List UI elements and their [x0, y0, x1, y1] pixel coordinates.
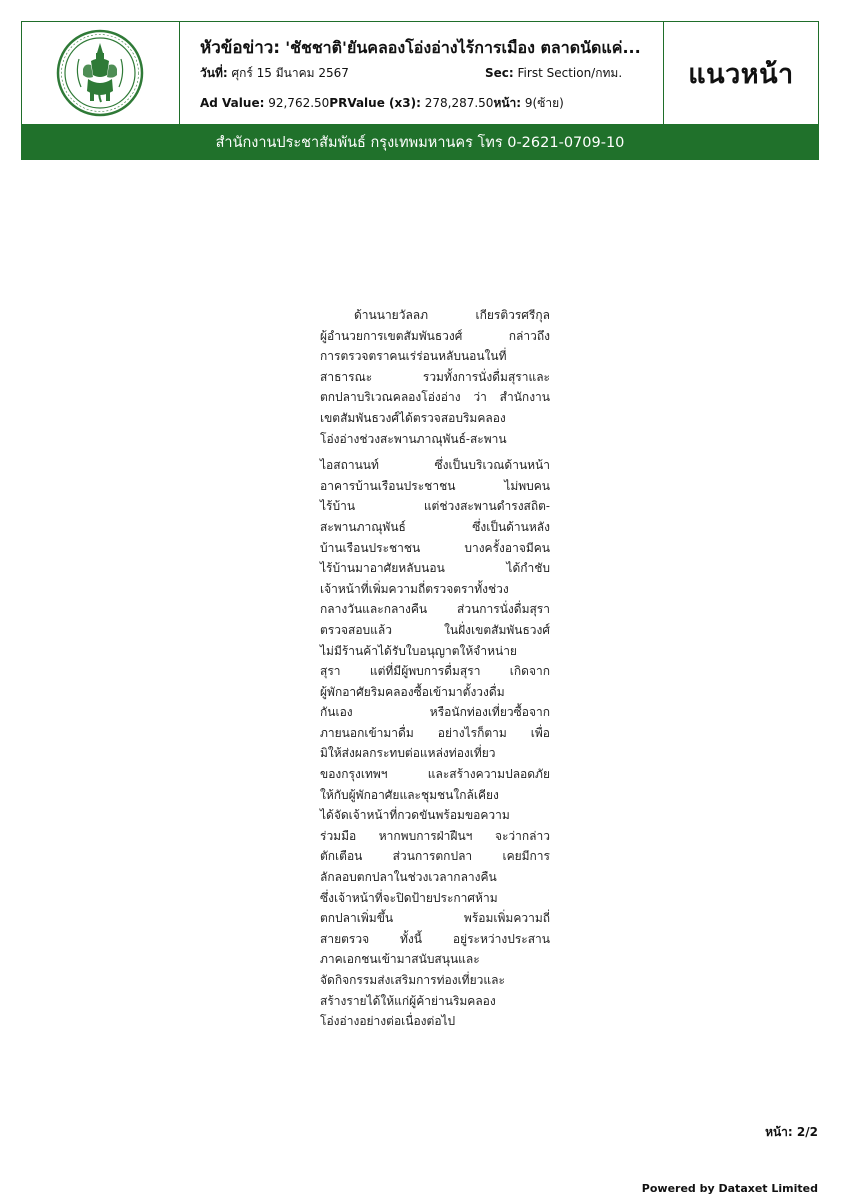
article-line: โอ่งอ่างอย่างต่อเนื่องต่อไป: [320, 1014, 456, 1029]
article-line: ซึ่งเจ้าหน้าที่จะปิดป้ายประกาศห้าม: [320, 890, 498, 905]
ad-value: 92,762.50: [268, 96, 330, 110]
article-line: ให้กับผู้พักอาศัยและชุมชนใกล้เคียง: [320, 787, 499, 802]
newspaper-name: แนวหน้า: [688, 58, 794, 90]
article-line: ตรวจสอบแล้ว ในฝั่งเขตสัมพันธวงศ์: [320, 622, 550, 637]
headline-label: หัวข้อข่าว:: [200, 38, 281, 58]
article-line: อาคารบ้านเรือนประชาชน ไม่พบคน: [320, 478, 550, 493]
value-row: [200, 94, 564, 113]
bangkok-seal-icon: [55, 29, 145, 117]
article-line: สะพานภาณุพันธ์ ซึ่งเป็นด้านหลัง: [320, 519, 550, 534]
article-line: สาธารณะ รวมทั้งการนั่งดื่มสุราและ: [320, 369, 550, 384]
article-line: ผู้อำนวยการเขตสัมพันธวงศ์ กล่าวถึง: [320, 328, 550, 343]
pr-value: 278,287.50: [424, 96, 494, 110]
date-row: [200, 64, 349, 83]
logo-cell: [22, 22, 180, 124]
pr-value-label: PRValue (x3):: [329, 96, 421, 110]
article-line: ตกปลาบริเวณคลองโอ่งอ่าง ว่า สำนักงาน: [320, 390, 550, 405]
page-label: หน้า:: [493, 96, 522, 110]
article-line: กลางวันและกลางคืน ส่วนการนั่งดื่มสุรา: [320, 602, 550, 617]
article-line: สุรา แต่ที่มีผู้พบการดื่มสุรา เกิดจาก: [320, 664, 550, 679]
article-line: มิให้ส่งผลกระทบต่อแหล่งท่องเที่ยว: [320, 746, 496, 761]
clipping-header: [21, 21, 819, 125]
article-line: ภายนอกเข้ามาดื่ม อย่างไรก็ตาม เพื่อ: [320, 725, 550, 740]
article-line: สายตรวจ ทั้งนี้ อยู่ระหว่างประสาน: [320, 931, 550, 946]
article-line: ได้จัดเจ้าหน้าที่กวดขันพร้อมขอความ: [320, 808, 510, 823]
office-banner: สำนักงานประชาสัมพันธ์ กรุงเทพมหานคร โทร 0-2621-0709-10: [21, 124, 819, 160]
article-line: ตกปลาเพิ่มขึ้น พร้อมเพิ่มความถี่: [320, 911, 550, 926]
headline-text: 'ชัชชาติ'ยันคลองโอ่งอ่างไร้การเมือง ตลาดนัดแค่...: [285, 38, 641, 57]
article-line: ของกรุงเทพฯ และสร้างความปลอดภัย: [320, 767, 550, 782]
page-value: 9(ซ้าย): [524, 96, 564, 110]
date-label: วันที่:: [200, 66, 228, 80]
article-line: ร่วมมือ หากพบการฝ่าฝืนฯ จะว่ากล่าว: [320, 828, 550, 843]
clipping-info: [180, 22, 664, 124]
ad-value-label: Ad Value:: [200, 96, 265, 110]
page-indicator-value: 2/2: [796, 1125, 818, 1139]
article-line: การตรวจตราคนเร่ร่อนหลับนอนในที่: [320, 349, 507, 364]
date-value: ศุกร์ 15 มีนาคม 2567: [231, 66, 349, 80]
article-line: สร้างรายได้ให้แก่ผู้ค้าย่านริมคลอง: [320, 993, 496, 1008]
article-line: กันเอง หรือนักท่องเที่ยวซื้อจาก: [320, 705, 550, 720]
article-body: [320, 305, 550, 1032]
article-line: เขตสัมพันธวงศ์ได้ตรวจสอบริมคลอง: [320, 410, 506, 425]
article-line: เจ้าหน้าที่เพิ่มความถี่ตรวจตราทั้งช่วง: [320, 581, 509, 596]
article-line: ไอสถานนท์ ซึ่งเป็นบริเวณด้านหน้า: [320, 458, 550, 473]
page-indicator: [765, 1123, 818, 1142]
section-value: First Section/กทม.: [517, 66, 623, 80]
article-line: ด้านนายวัลลภ เกียรติวรศรีกุล: [354, 308, 550, 322]
powered-by: Powered by Dataxet Limited: [641, 1182, 818, 1195]
section-label: Sec:: [485, 66, 514, 80]
article-line: ไม่มีร้านค้าได้รับใบอนุญาตให้จำหน่าย: [320, 643, 517, 658]
page-indicator-label: หน้า:: [765, 1125, 793, 1139]
article-line: ไร้บ้านมาอาศัยหลับนอน ได้กำชับ: [320, 561, 550, 576]
article-line: ภาคเอกชนเข้ามาสนับสนุนและ: [320, 952, 480, 967]
headline-row: [200, 34, 660, 61]
article-line: ลักลอบตกปลาในช่วงเวลากลางคืน: [320, 870, 497, 885]
article-line: ไร้บ้าน แต่ช่วงสะพานดำรงสถิต-: [320, 499, 550, 514]
article-line: ตักเตือน ส่วนการตกปลา เคยมีการ: [320, 849, 550, 864]
article-line: บ้านเรือนประชาชน บางครั้งอาจมีคน: [320, 540, 550, 555]
article-line: จัดกิจกรรมส่งเสริมการท่องเที่ยวและ: [320, 973, 505, 987]
article-line: โอ่งอ่างช่วงสะพานภาณุพันธ์-สะพาน: [320, 431, 507, 446]
article-line: ผู้พักอาศัยริมคลองซื้อเข้ามาตั้งวงดื่ม: [320, 684, 505, 699]
section-row: [485, 64, 622, 83]
